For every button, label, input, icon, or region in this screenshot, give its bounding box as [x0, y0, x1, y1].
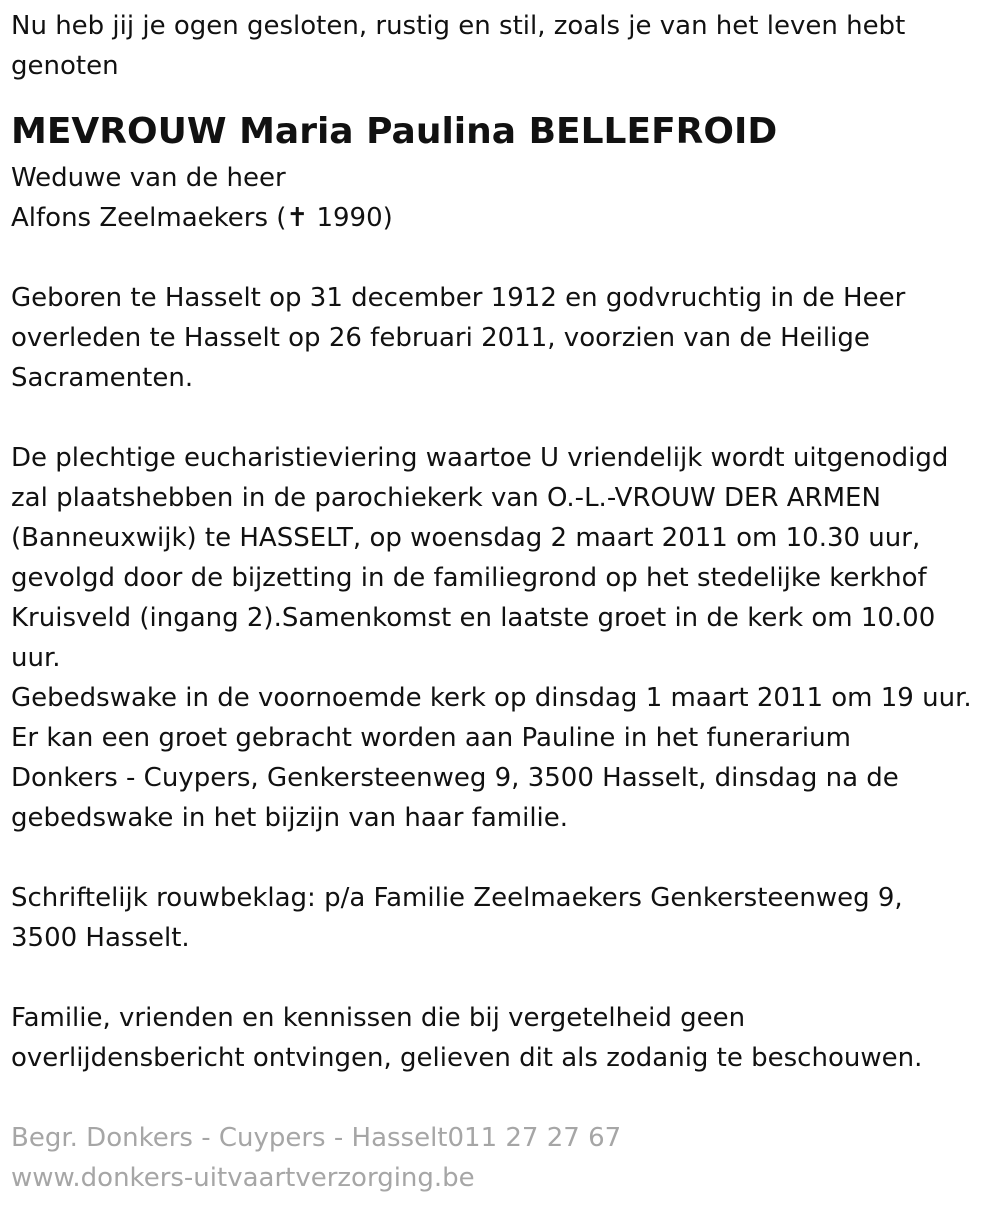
- quote-line: genoten: [11, 51, 119, 81]
- visitation-line: Er kan een groet gebracht worden aan Pauline in het funerarium: [11, 723, 851, 753]
- funeral-home-website: www.donkers-uitvaartverzorging.be: [11, 1163, 475, 1193]
- service-line: gevolgd door de bijzetting in de familiegrond op het stedelijke kerkhof: [11, 563, 927, 593]
- service-line: (Banneuxwijk) te HASSELT, op woensdag 2 maart 2011 om 10.30 uur,: [11, 523, 921, 553]
- service-section: [11, 438, 989, 838]
- condolence-line: Schriftelijk rouwbeklag: p/a Familie Zeelmaekers Genkersteenweg 9,: [11, 883, 903, 913]
- birth-death-section: [11, 278, 989, 398]
- birth-line: overleden te Hasselt op 26 februari 2011, voorzien van de Heilige: [11, 323, 870, 353]
- spacer: [11, 238, 989, 278]
- notice-line: overlijdensbericht ontvingen, gelieven dit als zodanig te beschouwen.: [11, 1043, 923, 1073]
- service-line: De plechtige eucharistieviering waartoe U vriendelijk wordt uitgenodigd: [11, 443, 949, 473]
- deceased-name: MEVROUW Maria Paulina BELLEFROID: [11, 111, 778, 152]
- birth-line: Sacramenten.: [11, 363, 194, 393]
- condolence-section: [11, 878, 989, 958]
- spacer: [11, 1078, 989, 1118]
- quote-line: Nu heb jij je ogen gesloten, rustig en stil, zoals je van het leven hebt: [11, 11, 906, 41]
- notice-section: [11, 998, 989, 1078]
- visitation-line: Donkers - Cuypers, Genkersteenweg 9, 3500 Hasselt, dinsdag na de: [11, 763, 899, 793]
- service-line: uur.: [11, 643, 61, 673]
- widow-line: Weduwe van de heer: [11, 163, 286, 193]
- spacer: [11, 398, 989, 438]
- birth-line: Geboren te Hasselt op 31 december 1912 en godvruchtig in de Heer: [11, 283, 906, 313]
- widow-section: [11, 158, 989, 238]
- widow-line: Alfons Zeelmaekers (✝ 1990): [11, 203, 393, 233]
- funeral-home-contact: Begr. Donkers - Cuypers - Hasselt011 27 27 67: [11, 1123, 622, 1153]
- funeral-home-footer: [11, 1118, 989, 1198]
- service-line: zal plaatshebben in de parochiekerk van O.-L.-VROUW DER ARMEN: [11, 483, 881, 513]
- visitation-line: gebedswake in het bijzijn van haar familie.: [11, 803, 569, 833]
- spacer: [11, 958, 989, 998]
- opening-quote: [11, 6, 989, 86]
- service-line: Kruisveld (ingang 2).Samenkomst en laatste groet in de kerk om 10.00: [11, 603, 936, 633]
- spacer: [11, 838, 989, 878]
- condolence-line: 3500 Hasselt.: [11, 923, 190, 953]
- notice-line: Familie, vrienden en kennissen die bij vergetelheid geen: [11, 1003, 746, 1033]
- vigil-line: Gebedswake in de voornoemde kerk op dinsdag 1 maart 2011 om 19 uur.: [11, 683, 972, 713]
